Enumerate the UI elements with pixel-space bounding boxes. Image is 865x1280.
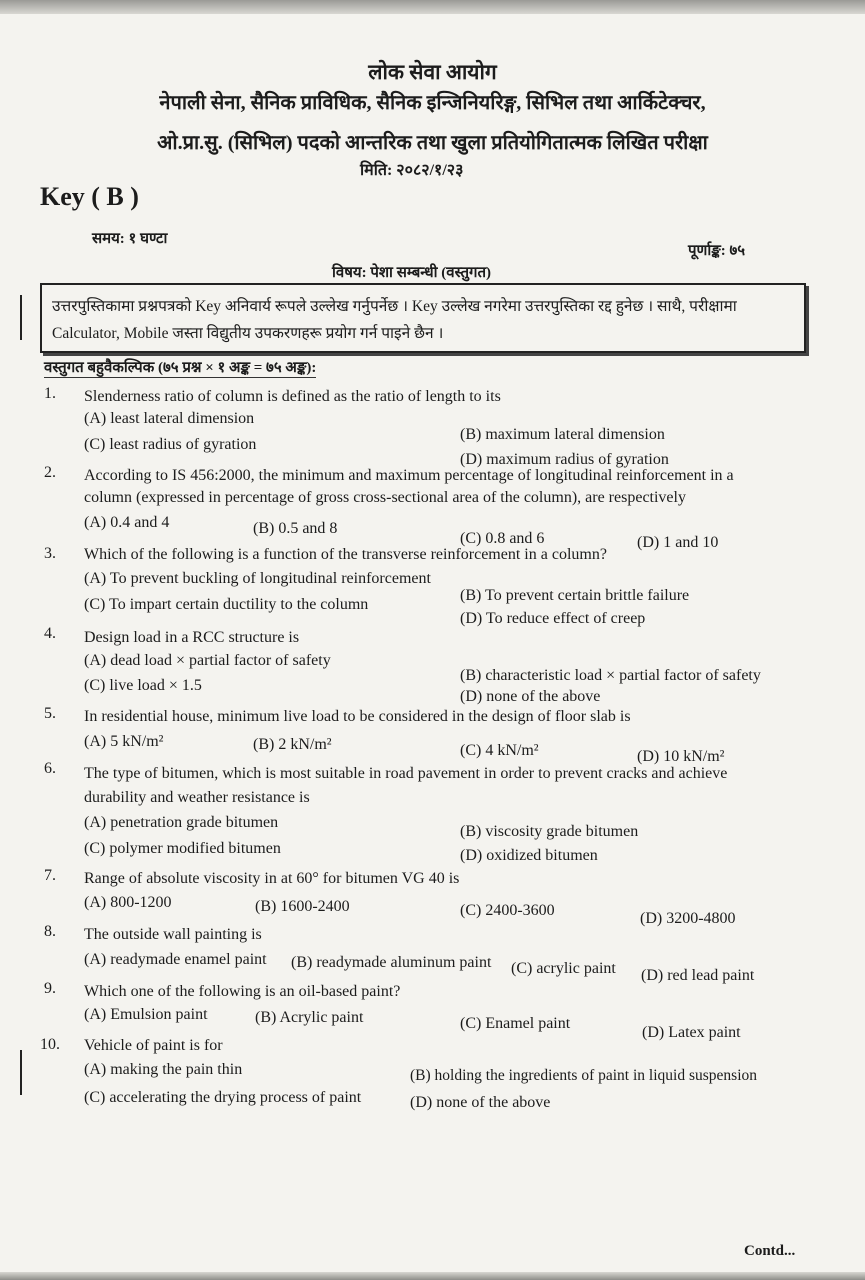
option-b: (B) characteristic load × partial factor of safety xyxy=(460,667,761,684)
option-d: (D) maximum radius of gyration xyxy=(460,451,669,468)
question-text: Range of absolute viscosity in at 60° for bitumen VG 40 is xyxy=(84,870,460,887)
option-c: (C) 0.8 and 6 xyxy=(460,530,545,547)
question-number: 9. xyxy=(44,980,56,997)
option-a: (A) 800-1200 xyxy=(84,894,172,911)
section-title: वस्तुगत बहुवैकल्पिक (७५ प्रश्न × १ अङ्क = ७५ अङ्क): xyxy=(44,357,316,378)
option-b: (B) 1600-2400 xyxy=(255,898,350,915)
question-number: 4. xyxy=(44,625,56,642)
option-d: (D) oxidized bitumen xyxy=(460,847,598,864)
option-a: (A) Emulsion paint xyxy=(84,1006,208,1023)
question-text: Slenderness ratio of column is defined as the ratio of length to its xyxy=(84,388,501,405)
exam-time: समय: १ घण्टा xyxy=(92,231,168,247)
option-a: (A) To prevent buckling of longitudinal reinforcement xyxy=(84,570,431,587)
option-d: (D) Latex paint xyxy=(642,1024,741,1041)
margin-pen-mark xyxy=(20,1050,22,1095)
option-d: (D) 10 kN/m² xyxy=(637,748,725,765)
question-text: The type of bitumen, which is most suitable in road pavement in order to prevent cracks and achieve durability and weather resistance is xyxy=(84,765,728,806)
option-d: (D) red lead paint xyxy=(641,967,755,984)
option-a: (A) 5 kN/m² xyxy=(84,733,164,750)
option-d: (D) To reduce effect of creep xyxy=(460,610,646,627)
scan-bottom-edge xyxy=(0,1272,865,1280)
question-text: Which one of the following is an oil-based paint? xyxy=(84,983,401,1000)
option-d: (D) 3200-4800 xyxy=(640,910,736,927)
continued-label: Contd... xyxy=(744,1243,796,1259)
organization-title: लोक सेवा आयोग xyxy=(368,60,497,84)
question-text: In residential house, minimum live load to be considered in the design of floor slab is xyxy=(84,708,631,725)
question-number: 7. xyxy=(44,867,56,884)
option-d: (D) none of the above xyxy=(460,688,601,705)
question-number: 5. xyxy=(44,705,56,722)
option-a: (A) making the pain thin xyxy=(84,1061,243,1078)
question-text: According to IS 456:2000, the minimum and maximum percentage of longitudinal reinforcement in a column (expressed in percentage of gross cross-sectional area of the column), are respectively xyxy=(84,467,734,506)
option-d: (D) 1 and 10 xyxy=(637,534,719,551)
option-b: (B) 0.5 and 8 xyxy=(253,520,338,537)
option-c: (C) accelerating the drying process of paint xyxy=(84,1089,362,1106)
question-number: 1. xyxy=(44,385,56,402)
full-marks: पूर्णाङ्क: ७५ xyxy=(688,243,746,259)
option-c: (C) Enamel paint xyxy=(460,1015,571,1032)
option-c: (C) least radius of gyration xyxy=(84,436,257,453)
option-b: (B) Acrylic paint xyxy=(255,1009,364,1026)
option-b: (B) maximum lateral dimension xyxy=(460,426,665,443)
option-b: (B) holding the ingredients of paint in liquid suspension xyxy=(410,1067,757,1084)
question-text: Design load in a RCC structure is xyxy=(84,629,300,646)
scan-top-edge xyxy=(0,0,865,14)
option-a: (A) 0.4 and 4 xyxy=(84,514,170,531)
option-a: (A) penetration grade bitumen xyxy=(84,814,279,831)
margin-pen-mark xyxy=(20,295,22,340)
option-d: (D) none of the above xyxy=(410,1094,551,1111)
option-c: (C) 4 kN/m² xyxy=(460,742,539,759)
option-a: (A) readymade enamel paint xyxy=(84,951,267,968)
question-number: 2. xyxy=(44,464,56,481)
question-number: 8. xyxy=(44,923,56,940)
option-c: (C) polymer modified bitumen xyxy=(84,840,281,857)
option-c: (C) 2400-3600 xyxy=(460,902,555,919)
option-b: (B) To prevent certain brittle failure xyxy=(460,587,690,604)
option-c: (C) To impart certain ductility to the column xyxy=(84,596,369,613)
option-a: (A) dead load × partial factor of safety xyxy=(84,652,331,669)
header-line-2: ओ.प्रा.सु. (सिभिल) पदको आन्तरिक तथा खुला प्रतियोगितात्मक लिखित परीक्षा xyxy=(157,132,708,154)
question-number: 10. xyxy=(40,1036,60,1053)
question-number: 6. xyxy=(44,760,56,777)
option-b: (B) readymade aluminum paint xyxy=(291,954,492,971)
option-a: (A) least lateral dimension xyxy=(84,410,255,427)
question-text: Vehicle of paint is for xyxy=(84,1037,223,1054)
question-text: The outside wall painting is xyxy=(84,926,262,943)
exam-date: मिति: २०८२/१/२३ xyxy=(360,162,464,179)
option-b: (B) 2 kN/m² xyxy=(253,736,332,753)
key-label: Key ( B ) xyxy=(40,182,139,211)
option-b: (B) viscosity grade bitumen xyxy=(460,823,639,840)
option-c: (C) live load × 1.5 xyxy=(84,677,202,694)
header-line-1: नेपाली सेना, सैनिक प्राविधिक, सैनिक इन्जिनियरिङ्ग, सिभिल तथा आर्किटेक्चर, xyxy=(159,92,706,114)
question-number: 3. xyxy=(44,545,56,562)
option-c: (C) acrylic paint xyxy=(511,960,616,977)
instruction-notice: उत्तरपुस्तिकामा प्रश्नपत्रको Key अनिवार्य रूपले उल्लेख गर्नुपर्नेछ । Key उल्लेख नगरेमा उत्तरपुस्तिका रद्द हुनेछ । साथै, परीक्षामा Calculator, Mobile जस्ता विद्युतीय उपकरणहरू प्रयोग गर्न पाइने छैन । xyxy=(40,283,806,353)
question-text: Which of the following is a function of the transverse reinforcement in a column? xyxy=(84,546,607,563)
subject-title: विषय: पेशा सम्बन्धी (वस्तुगत) xyxy=(332,262,491,285)
